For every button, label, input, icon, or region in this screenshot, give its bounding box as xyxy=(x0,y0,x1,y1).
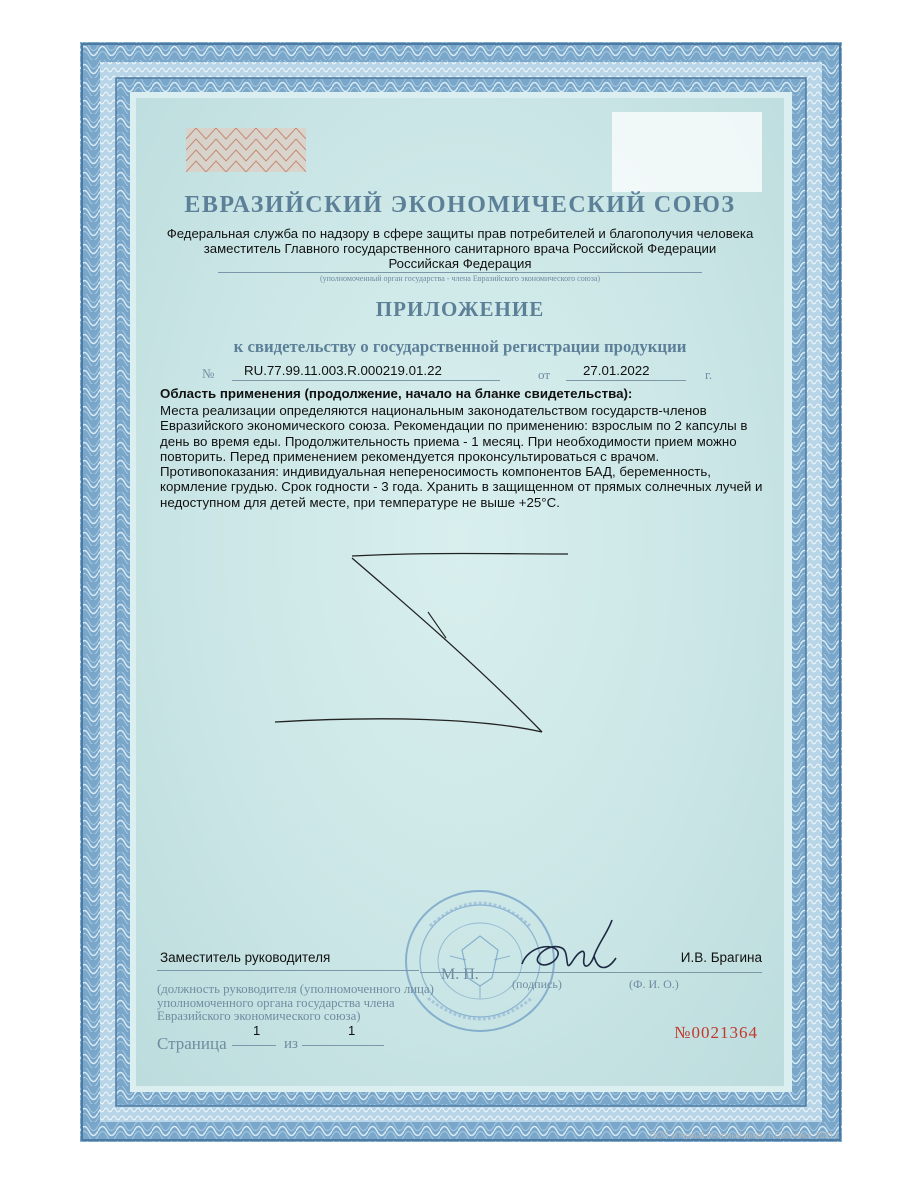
appendix-title: ПРИЛОЖЕНИЕ xyxy=(375,297,545,321)
issuer-caption: (уполномоченный орган государства - члена Евразийского экономического союза) xyxy=(319,274,601,283)
divider xyxy=(302,1045,384,1046)
of-label: из xyxy=(284,1036,298,1052)
issuer-line: Федеральная служба по надзору в сфере защиты прав потребителей и благополучия человека xyxy=(166,226,754,241)
page-label: Страница xyxy=(157,1034,227,1053)
position-value: Заместитель руководителя xyxy=(160,950,331,965)
name-caption: (Ф. И. О.) xyxy=(629,977,679,991)
divider xyxy=(600,972,762,973)
number-label: № xyxy=(202,366,215,381)
redacted-area xyxy=(612,112,762,192)
printer-note: ООО «Первый печатный двор» г. Смоленск, 2021 г. xyxy=(649,1131,840,1140)
union-title: ЕВРАЗИЙСКИЙ ЭКОНОМИЧЕСКИЙ СОЮЗ xyxy=(184,192,736,218)
issuer-line: Российская Федерация xyxy=(388,256,532,271)
divider xyxy=(232,380,500,381)
page-total: 1 xyxy=(348,1023,356,1038)
cancellation-mark-icon xyxy=(270,548,580,738)
position-caption: (должность руководителя (уполномоченного лица) уполномоченного органа государства члена Евразийского экономического союза) xyxy=(157,982,434,1023)
scope-text: Места реализации определяются национальным законодательством государств-членов Евразийского экономического союза. Рекомендации по применению: взрослым по 2 капсулы в день во время еды. Продолжительность приема - 1 месяц. При необходимости прием можно повторить. Перед применением рекомендуется проконсультироваться с врачом. Противопоказания: индивидуальная непереносимость компонентов БАД, беременность, кормление грудью. Срок годности - 3 года. Хранить в защищенном от прямых солнечных лучей и недоступном для детей месте, при температуре не выше +25°С. xyxy=(160,403,763,510)
date-label: от xyxy=(538,367,551,382)
certificate-number: RU.77.99.11.003.R.000219.01.22 xyxy=(244,363,442,378)
signature-icon xyxy=(520,912,622,986)
divider xyxy=(566,380,686,381)
signature-caption: (подпись) xyxy=(512,977,562,991)
serial-number: №0021364 xyxy=(674,1023,758,1042)
divider xyxy=(232,1045,276,1046)
certificate-date: 27.01.2022 xyxy=(583,363,650,378)
page-number: 1 xyxy=(253,1023,261,1038)
year-suffix: г. xyxy=(705,367,713,382)
stamp-label: М. П. xyxy=(441,966,479,983)
divider xyxy=(157,970,419,971)
issuer-block xyxy=(136,226,784,271)
name-value: И.В. Брагина xyxy=(680,950,762,965)
appendix-subtitle: к свидетельству о государственной регистрации продукции xyxy=(233,337,687,356)
scope-heading: Область применения (продолжение, начало на бланке свидетельства): xyxy=(160,386,633,401)
issuer-line: заместитель Главного государственного санитарного врача Российской Федерации xyxy=(203,241,717,256)
ornament-icon xyxy=(186,128,306,172)
divider xyxy=(218,272,702,273)
